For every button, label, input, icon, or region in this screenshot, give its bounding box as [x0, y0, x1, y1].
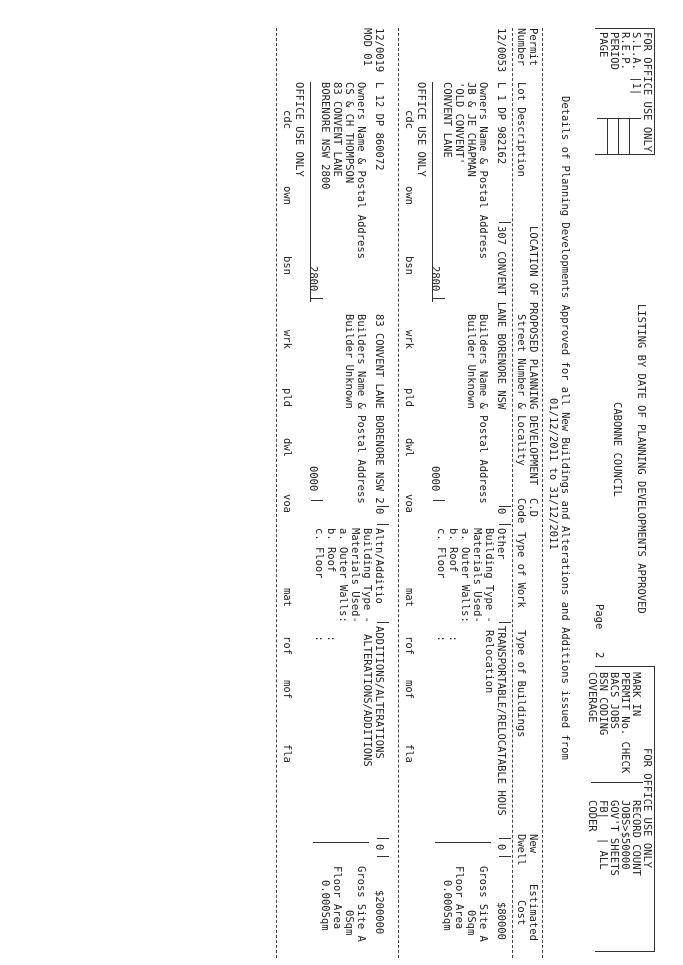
record-2-office-use-label: OFFICE USE ONLY	[293, 82, 305, 177]
record-2-permit: 12/0019	[373, 28, 385, 73]
record-2-site-area-label: Gross Site A	[355, 866, 367, 942]
col-type-buildings: Type of Buildings	[515, 630, 527, 738]
record-2-lot: L 12 DP 860072	[373, 82, 385, 171]
office-right-left-2: PERMIT No. CHECK	[619, 672, 631, 774]
report-date-range: 01/12/2011 to 31/12/2011	[547, 398, 559, 550]
record-1-materials-4: b. Roof :	[447, 528, 459, 642]
record-1-code-rof: rof	[403, 636, 415, 655]
record-1-code-bsn: bsn	[403, 256, 415, 275]
record-2-code-rof: rof	[281, 636, 293, 655]
office-left-line-4: PERIOD	[608, 32, 620, 70]
col-permit-1: Permit	[527, 28, 539, 66]
record-2-owner-line-3: BORENORE NSW 2800	[319, 82, 331, 190]
record-1-lot: L 1 DP 982162	[495, 82, 507, 165]
record-1-work: Other	[495, 528, 507, 560]
record-2-code-voa: voa	[281, 494, 293, 513]
record-1-builder-label: Builders Name & Postal Address	[477, 314, 489, 504]
office-right-right-2: JOBS>$50000	[619, 800, 631, 870]
record-2-code-bsn: bsn	[281, 256, 293, 275]
col-type-work: Type of Work	[515, 532, 527, 608]
record-1-materials-5: c. Floor :	[435, 528, 447, 642]
record-1-owner-line-1: JB & JE CHAPMAN	[465, 82, 477, 177]
col-location-1: LOCATION OF PROPOSED PLANNING DEVELOPMENT	[527, 226, 539, 486]
record-1-code-mof: mof	[403, 680, 415, 699]
record-2-builder-postcode: 0000	[307, 466, 319, 492]
record-2-code-pld: pld	[281, 388, 293, 407]
record-1-cd: 0	[495, 508, 507, 515]
record-2-work: Altn/Additio	[373, 528, 385, 604]
record-2-code-dwl: dwl	[281, 438, 293, 457]
record-1-permit: 12/0053	[495, 28, 507, 73]
council-name: CABONNE COUNCIL	[611, 402, 623, 497]
col-cd-2: Code	[515, 498, 527, 524]
record-1-code-cdc: cdc	[403, 110, 415, 129]
office-right-left-3: BACS JOBS	[608, 672, 620, 729]
record-2-code-mof: mof	[281, 680, 293, 699]
record-2-code-mat: mat	[281, 588, 293, 607]
record-2-code-cdc: cdc	[281, 110, 293, 129]
record-2-materials-3: a. Outer Walls:	[337, 528, 349, 623]
col-lot: Lot Description	[515, 82, 527, 177]
record-1-dwell: 0	[495, 844, 507, 851]
record-2-code-wrk: wrk	[281, 330, 293, 349]
office-right-left-1: MARK IN	[630, 672, 642, 717]
page-label: Page	[593, 604, 605, 630]
col-cost-2: Cost	[515, 900, 527, 926]
record-1-code-fla: fla	[403, 744, 415, 763]
record-1-site-area-value: 0Sqm	[465, 910, 477, 936]
col-dwell-1: New	[527, 834, 539, 853]
record-1-postcode: 2800	[429, 266, 441, 292]
record-1-floor-area-label: Floor Area	[453, 866, 465, 930]
record-2-dwell: 0	[373, 844, 385, 851]
record-2-cost: $200000	[373, 890, 385, 935]
record-2-building: ADDITIONS/ALTERATIONS	[373, 626, 385, 759]
record-2-owner-label: Owners Name & Postal Address	[355, 82, 367, 260]
office-right-left-4: BSN CODING	[597, 672, 609, 736]
record-2-builder-line-1: Builder Unknown	[343, 314, 355, 409]
record-2-materials-1: Building Type -	[361, 528, 373, 623]
record-1-code-dwl: dwl	[403, 438, 415, 457]
record-1-code-voa: voa	[403, 494, 415, 513]
record-2-postcode: 2800	[307, 266, 319, 292]
office-left-line-3: R.E.P.	[619, 32, 631, 70]
office-right-title: FOR OFFICE USE ONLY	[641, 748, 653, 869]
record-1-address: 307 CONVENT LANE BORENORE NSW	[495, 226, 507, 410]
office-left-line-2: S.L.A. |1|	[630, 32, 642, 96]
record-2-floor-area-value: 0.000Sqm	[319, 880, 331, 931]
record-2-site-area-value: 0Sqm	[343, 910, 355, 936]
record-2-address: 83 CONVENT LANE BORENORE NSW 2	[373, 314, 385, 504]
record-2-permit-mod: MOD 01	[361, 28, 373, 66]
record-1-code-mat: mat	[403, 588, 415, 607]
office-right-left-5: COVERAGE	[586, 672, 598, 723]
page-number: 2	[593, 652, 605, 659]
col-cd-1: C.D	[527, 498, 539, 517]
record-1-owner-line-2: 'OLD CONVENT'	[453, 82, 465, 165]
record-1-cost: $80000	[495, 902, 507, 940]
record-1-code-wrk: wrk	[403, 330, 415, 349]
report-subtitle: Details of Planning Developments Approved for all New Buildings and Alterations and Additions issued from	[559, 96, 571, 760]
record-2-floor-area-label: Floor Area	[331, 866, 343, 930]
record-1-office-use-label: OFFICE USE ONLY	[415, 82, 427, 177]
record-1-builder-line-1: Builder Unknown	[465, 314, 477, 409]
record-1-floor-area-value: 0.000Sqm	[441, 880, 453, 931]
office-right-right-5: CODER	[586, 800, 598, 832]
record-1-builder-postcode: 0000	[429, 466, 441, 492]
record-2-materials-4: b. Roof :	[325, 528, 337, 642]
record-2-building-type: ALTERATIONS/ADDITIONS	[361, 634, 373, 767]
col-permit-2: Number	[515, 28, 527, 66]
record-1-building-2: Relocation	[483, 630, 495, 694]
record-1-code-pld: pld	[403, 388, 415, 407]
report-title: LISTING BY DATE OF PLANNING DEVELOPMENTS APPROVED	[635, 304, 647, 614]
record-1-owner-label: Owners Name & Postal Address	[477, 82, 489, 260]
office-left-line-1: FOR OFFICE USE ONLY	[641, 32, 653, 153]
record-1-building: TRANSPORTABLE/RELOCATABLE HOUS	[495, 626, 507, 816]
office-left-line-5: PAGE	[597, 32, 609, 58]
record-2-cd: 0	[373, 508, 385, 515]
record-2-materials-2: Materials Used-	[349, 528, 361, 623]
record-1-site-area-label: Gross Site A	[477, 866, 489, 942]
record-2-owner-line-2: 83 CONVENT LANE	[331, 82, 343, 177]
record-2-owner-line-1: CS & CH THOMPSON	[343, 82, 355, 184]
record-1-materials-1: Building Type -	[483, 528, 495, 623]
record-2-materials-5: c. Floor :	[313, 528, 325, 642]
record-1-materials-2: Materials Used-	[471, 528, 483, 623]
office-right-right-3: GOV'T SHEETS	[608, 800, 620, 876]
record-1-owner-line-3: CONVENT LANE	[441, 82, 453, 158]
record-1-code-own: own	[403, 186, 415, 205]
col-location-2: Street Number & Locality	[515, 314, 527, 466]
office-right-right-4: FB| | ALL	[597, 800, 609, 870]
record-2-builder-label: Builders Name & Postal Address	[355, 314, 367, 504]
record-1-materials-3: a. Outer Walls:	[459, 528, 471, 623]
office-right-right-1: RECORD COUNT	[630, 800, 642, 876]
record-2-code-fla: fla	[281, 744, 293, 763]
record-2-code-own: own	[281, 186, 293, 205]
col-cost-1: Estimated	[527, 884, 539, 941]
col-dwell-2: Dwell	[515, 834, 527, 866]
